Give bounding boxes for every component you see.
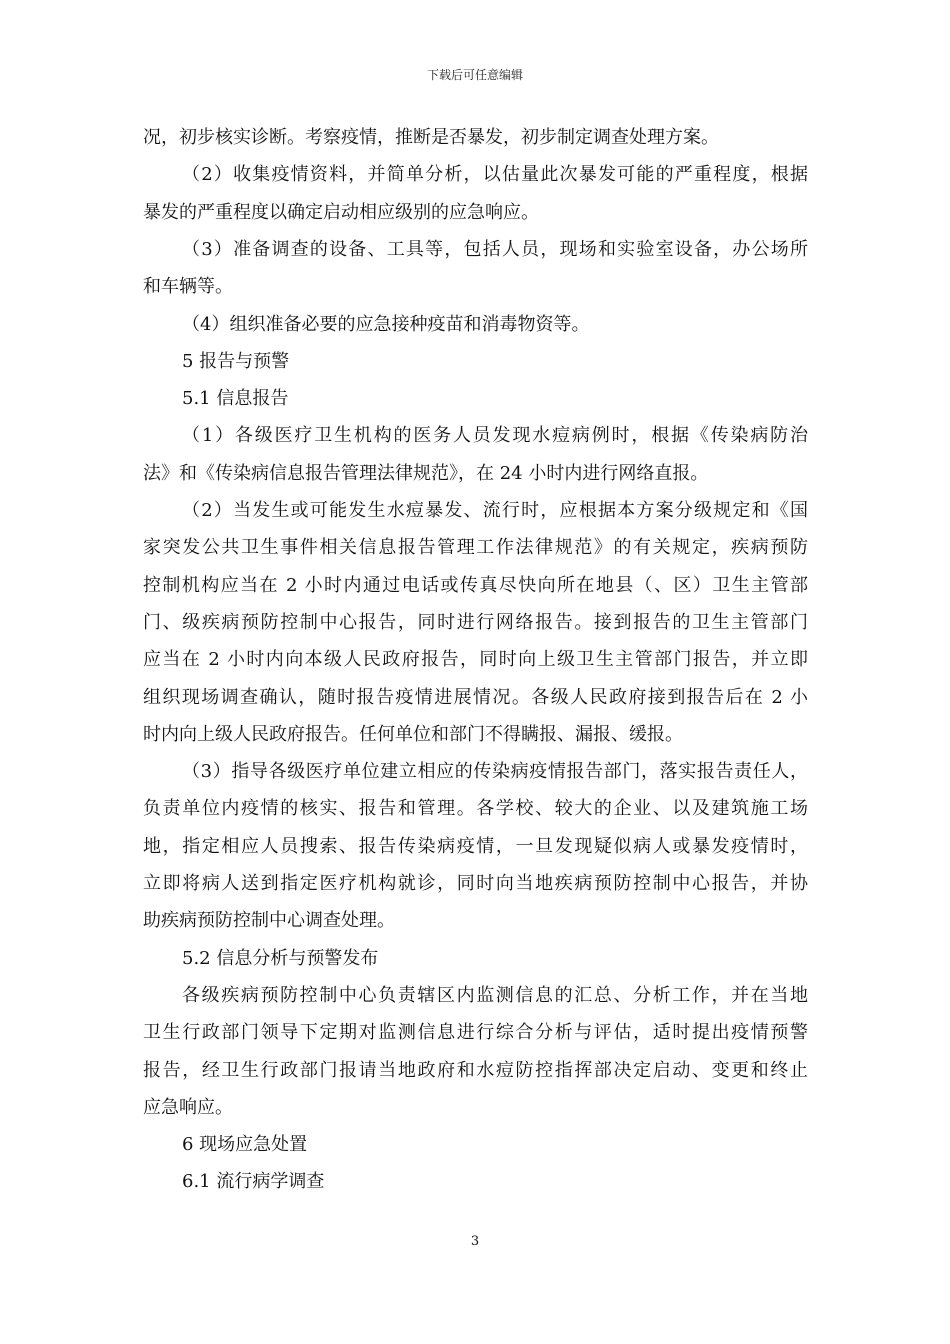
text-line: （2）当发生或可能发生水痘暴发、流行时，应根据本方案分级规定和《国: [182, 500, 808, 521]
text-line: （1）各级医疗卫生机构的医务人员发现水痘病例时，根据《传染病防治: [182, 425, 808, 447]
text-line: 组织现场调查确认，随时报告疫情进展情况。各级人民政府接到报告后在 2 小: [143, 686, 808, 708]
text-line: （3）准备调查的设备、工具等，包括人员，现场和实验室设备，办公场所: [182, 238, 808, 260]
text-line: 地，指定相应人员搜索、报告传染病疫情，一旦发现疑似病人或暴发疫情时，: [143, 835, 808, 857]
text-line: 报告，经卫生行政部门报请当地政府和水痘防控指挥部决定启动、变更和终止: [143, 1059, 808, 1081]
text-line: 应急响应。: [143, 1096, 233, 1118]
text-line: 负责单位内疫情的核实、报告和管理。各学校、较大的企业、以及建筑施工场: [143, 798, 808, 820]
text-line: 6 现场应急处置: [182, 1134, 308, 1156]
text-line: （3）指导各级医疗单位建立相应的传染病疫情报告部门，落实报告责任人，: [182, 761, 808, 783]
text-line: 门、级疾病预防控制中心报告，同时进行网络报告。接到报告的卫生主管部门: [143, 611, 808, 633]
text-line: 5.1 信息报告: [182, 388, 289, 410]
text-line: 5 报告与预警: [182, 350, 290, 372]
text-line: 应当在 2 小时内向本级人民政府报告，同时向上级卫生主管部门报告，并立即: [143, 649, 808, 671]
text-line: 立即将病人送到指定医疗机构就诊，同时向当地疾病预防控制中心报告，并协: [143, 873, 808, 894]
text-line: 和车辆等。: [143, 276, 233, 298]
text-line: 卫生行政部门领导下定期对监测信息进行综合分析与评估，适时提出疫情预警: [143, 1022, 808, 1044]
text-line: 助疾病预防控制中心调查处理。: [143, 910, 395, 932]
text-line: 时内向上级人民政府报告。任何单位和部门不得瞒报、漏报、缓报。: [143, 723, 683, 745]
text-line: （4）组织准备必要的应急接种疫苗和消毒物资等。: [182, 313, 590, 335]
page-number: 3: [470, 1234, 480, 1249]
text-line: 控制机构应当在 2 小时内通过电话或传真尽快向所在地县（、区）卫生主管部: [143, 574, 808, 596]
text-line: 况，初步核实诊断。考察疫情，推断是否暴发，初步制定调查处理方案。: [143, 127, 719, 148]
text-line: 各级疾病预防控制中心负责辖区内监测信息的汇总、分析工作，并在当地: [182, 984, 808, 1006]
text-line: 家突发公共卫生事件相关信息报告管理工作法律规范》的有关规定，疾病预防: [143, 537, 808, 559]
page-header: 下载后可任意编辑: [426, 68, 523, 82]
text-line: （2）收集疫情资料，并简单分析，以估量此次暴发可能的严重程度，根据: [182, 164, 808, 186]
text-line: 暴发的严重程度以确定启动相应级别的应急响应。: [143, 201, 539, 223]
text-line: 法》和《传染病信息报告管理法律规范》，在 24 小时内进行网络直报。: [143, 462, 709, 484]
text-line: 5.2 信息分析与预警发布: [182, 947, 379, 969]
text-line: 6.1 流行病学调查: [182, 1171, 325, 1193]
